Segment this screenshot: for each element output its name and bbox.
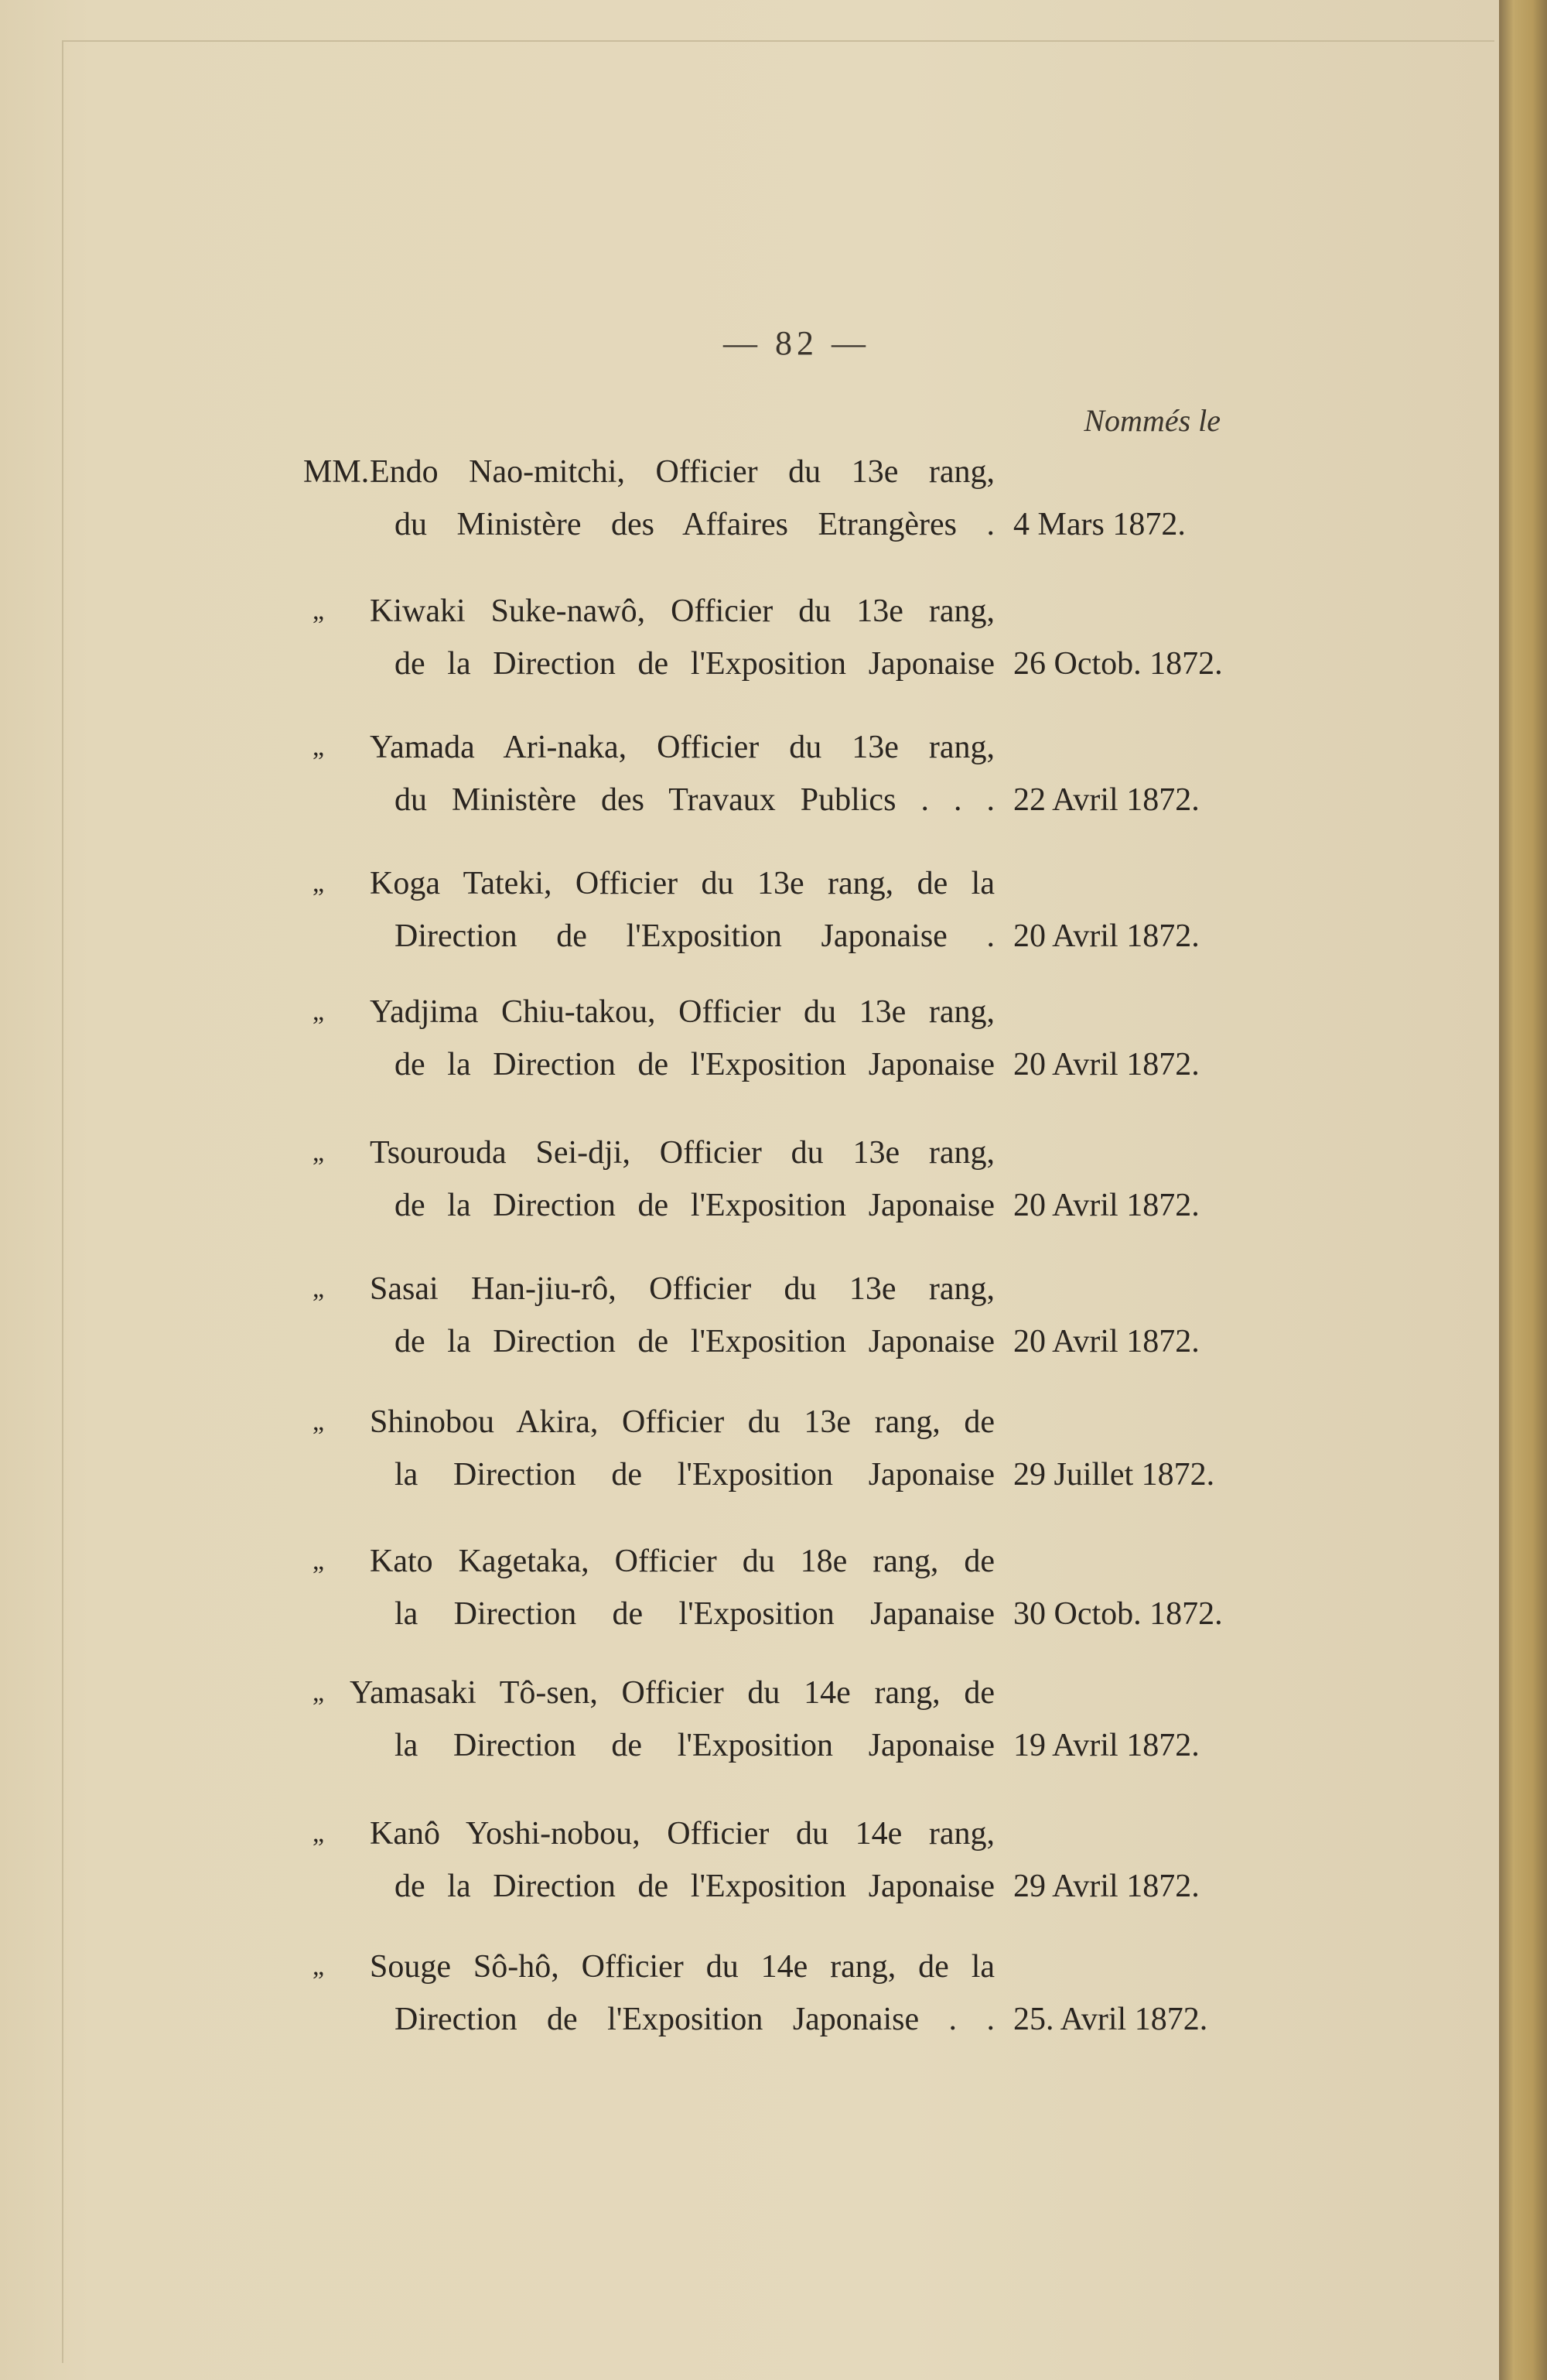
entry-date: 20 Avril 1872.: [1013, 1324, 1200, 1359]
entry-prefix: „: [312, 1274, 325, 1303]
entry-date: 19 Avril 1872.: [1013, 1728, 1200, 1763]
entry-date: 4 Mars 1872.: [1013, 507, 1186, 542]
entry-date: 20 Avril 1872.: [1013, 1047, 1200, 1082]
entry-name-line: Yamada Ari-naka, Officier du 13e rang,: [370, 730, 995, 765]
entry-date: 29 Juillet 1872.: [1013, 1457, 1215, 1493]
entry-office-line: de la Direction de l'Exposition Japonaise: [394, 646, 995, 682]
entry-office-line: de la Direction de l'Exposition Japonaise: [394, 1869, 995, 1904]
list-item: [0, 1942, 1499, 2050]
entry-prefix: MM.: [303, 454, 370, 490]
entry-prefix: „: [312, 997, 325, 1026]
entry-office-line: la Direction de l'Exposition Japonaise: [394, 1728, 995, 1763]
list-item: [0, 1264, 1499, 1373]
list-item: [0, 723, 1499, 831]
list-item: [0, 447, 1499, 556]
list-item: [0, 1397, 1499, 1506]
entry-prefix: „: [312, 869, 325, 898]
list-item: [0, 1668, 1499, 1776]
entry-name-line: Endo Nao-mitchi, Officier du 13e rang,: [370, 454, 995, 490]
entry-office-line: de la Direction de l'Exposition Japonaise: [394, 1324, 995, 1359]
entry-prefix: „: [312, 1407, 325, 1436]
entry-office-line: du Ministère des Travaux Publics . . .: [394, 782, 995, 818]
entry-name-line: Yamasaki Tô-sen, Officier du 14e rang, de: [350, 1675, 995, 1711]
entry-name-line: Souge Sô-hô, Officier du 14e rang, de la: [370, 1949, 995, 1985]
entry-date: 20 Avril 1872.: [1013, 918, 1200, 954]
entry-prefix: „: [312, 733, 325, 761]
entry-prefix: „: [312, 597, 325, 625]
entry-office-line: de la Direction de l'Exposition Japonaise: [394, 1047, 995, 1082]
list-item: [0, 859, 1499, 967]
entry-office-line: Direction de l'Exposition Japonaise . .: [394, 2002, 995, 2037]
list-item: [0, 1128, 1499, 1236]
entry-date: 26 Octob. 1872.: [1013, 646, 1223, 682]
entry-name-line: Kanô Yoshi-nobou, Officier du 14e rang,: [370, 1816, 995, 1852]
entry-prefix: „: [312, 1678, 325, 1707]
entry-office-line: la Direction de l'Exposition Japonaise: [394, 1457, 995, 1493]
page-number: — 82 —: [723, 324, 870, 362]
list-item: [0, 586, 1499, 695]
entry-name-line: Koga Tateki, Officier du 13e rang, de la: [370, 866, 995, 901]
entry-name-line: Kiwaki Suke-nawô, Officier du 13e rang,: [370, 593, 995, 629]
entry-date: 25. Avril 1872.: [1013, 2002, 1208, 2037]
entry-office-line: Direction de l'Exposition Japonaise .: [394, 918, 995, 954]
entry-prefix: „: [312, 1547, 325, 1575]
entry-name-line: Sasai Han-jiu-rô, Officier du 13e rang,: [370, 1271, 995, 1307]
entry-name-line: Tsourouda Sei-dji, Officier du 13e rang,: [370, 1135, 995, 1171]
entry-office-line: de la Direction de l'Exposition Japonaise: [394, 1188, 995, 1223]
entry-date: 22 Avril 1872.: [1013, 782, 1200, 818]
entry-date: 29 Avril 1872.: [1013, 1869, 1200, 1904]
book-spine: [1499, 0, 1547, 2380]
list-item: [0, 987, 1499, 1096]
entry-office-line: du Ministère des Affaires Etrangères .: [394, 507, 995, 542]
entry-name-line: Shinobou Akira, Officier du 13e rang, de: [370, 1404, 995, 1440]
entry-prefix: „: [312, 1138, 325, 1167]
entry-date: 30 Octob. 1872.: [1013, 1596, 1223, 1632]
entry-prefix: „: [312, 1819, 325, 1848]
entry-name-line: Yadjima Chiu-takou, Officier du 13e rang,: [370, 994, 995, 1030]
column-header: Nommés le: [1084, 403, 1221, 438]
list-item: [0, 1537, 1499, 1645]
entry-office-line: la Direction de l'Exposition Japanaise: [394, 1596, 995, 1632]
entry-date: 20 Avril 1872.: [1013, 1188, 1200, 1223]
entry-name-line: Kato Kagetaka, Officier du 18e rang, de: [370, 1544, 995, 1579]
entry-prefix: „: [312, 1952, 325, 1981]
list-item: [0, 1809, 1499, 1917]
